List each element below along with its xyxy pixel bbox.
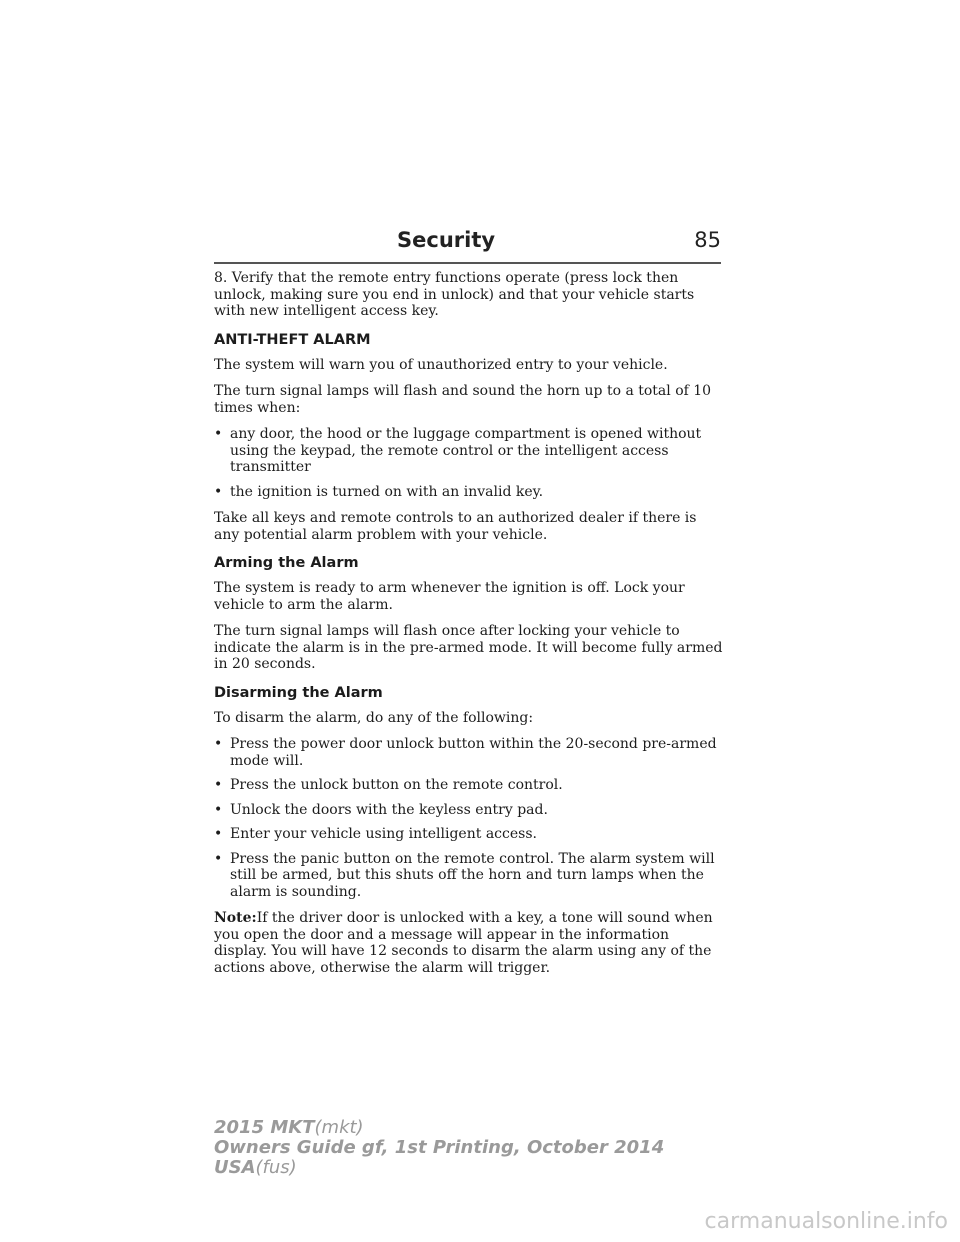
print-footer [214,1118,664,1178]
list-item: • Press the panic button on the remote control. The alarm system will still be armed, but this shuts off the horn and turn lamps when the alarm is sounding. [214,850,715,900]
heading-disarming-the-alarm: Disarming the Alarm [214,684,383,701]
bullet-icon: • [214,483,223,500]
intro-step: 8. Verify that the remote entry functions operate (press lock then unlock, making sure you end in unlock) and that your vehicle starts with new intelligent access key. [214,270,695,319]
section-title: Security [397,228,496,252]
list-item: • Enter your vehicle using intelligent access. [214,826,537,842]
page-header [214,226,721,264]
bullet-icon: • [214,826,223,842]
list-item: • the ignition is turned on with an invalid key. [214,483,544,500]
site-watermark: carmanualsonline.info [704,1209,948,1234]
list-item: • any door, the hood or the luggage compartment is opened without using the keypad, the remote control or the intelligent access transmitter [214,426,702,475]
heading-arming-the-alarm: Arming the Alarm [214,555,359,571]
note-text: If the driver door is unlocked with a key, a tone will sound when you open the door and a message will appear in the information display. You will have 12 seconds to disarm the alarm using any of the actions above, otherwise the alarm will trigger. [214,910,713,976]
heading-anti-theft-alarm: ANTI-THEFT ALARM [214,331,371,348]
list-item: • Press the power door unlock button within the 20-second pre-armed mode will. [214,736,717,769]
alarm-trigger-list [214,426,724,500]
bullet-icon: • [214,850,223,867]
footer-line-model: 2015 MKT(mkt) [214,1117,364,1138]
list-item: • Press the unlock button on the remote control. [214,777,563,793]
paragraph: To disarm the alarm, do any of the following: [214,709,534,726]
paragraph: The system is ready to arm whenever the ignition is off. Lock your vehicle to arm the alarm. [214,580,685,613]
bullet-icon: • [214,777,223,793]
bullet-icon: • [214,736,223,752]
bullet-icon: • [214,801,223,818]
paragraph: The system will warn you of unauthorized entry to your vehicle. [214,356,668,373]
footer-line-region: USA(fus) [214,1157,297,1178]
footer-line-printing: Owners Guide gf, 1st Printing, October 2014 [214,1137,665,1158]
page-content [214,270,724,986]
bullet-icon: • [214,426,223,442]
note [214,910,724,976]
note-label: Note: [214,910,257,926]
disarm-options-list [214,736,724,900]
list-item: • Unlock the doors with the keyless entry pad. [214,801,548,818]
paragraph: The turn signal lamps will flash and sound the horn up to a total of 10 times when: [214,383,712,416]
page-number: 85 [694,228,721,252]
paragraph: Take all keys and remote controls to an authorized dealer if there is any potential alarm problem with your vehicle. [214,510,697,543]
paragraph: The turn signal lamps will flash once after locking your vehicle to indicate the alarm is in the pre-armed mode. It will become fully armed in 20 seconds. [214,623,723,672]
